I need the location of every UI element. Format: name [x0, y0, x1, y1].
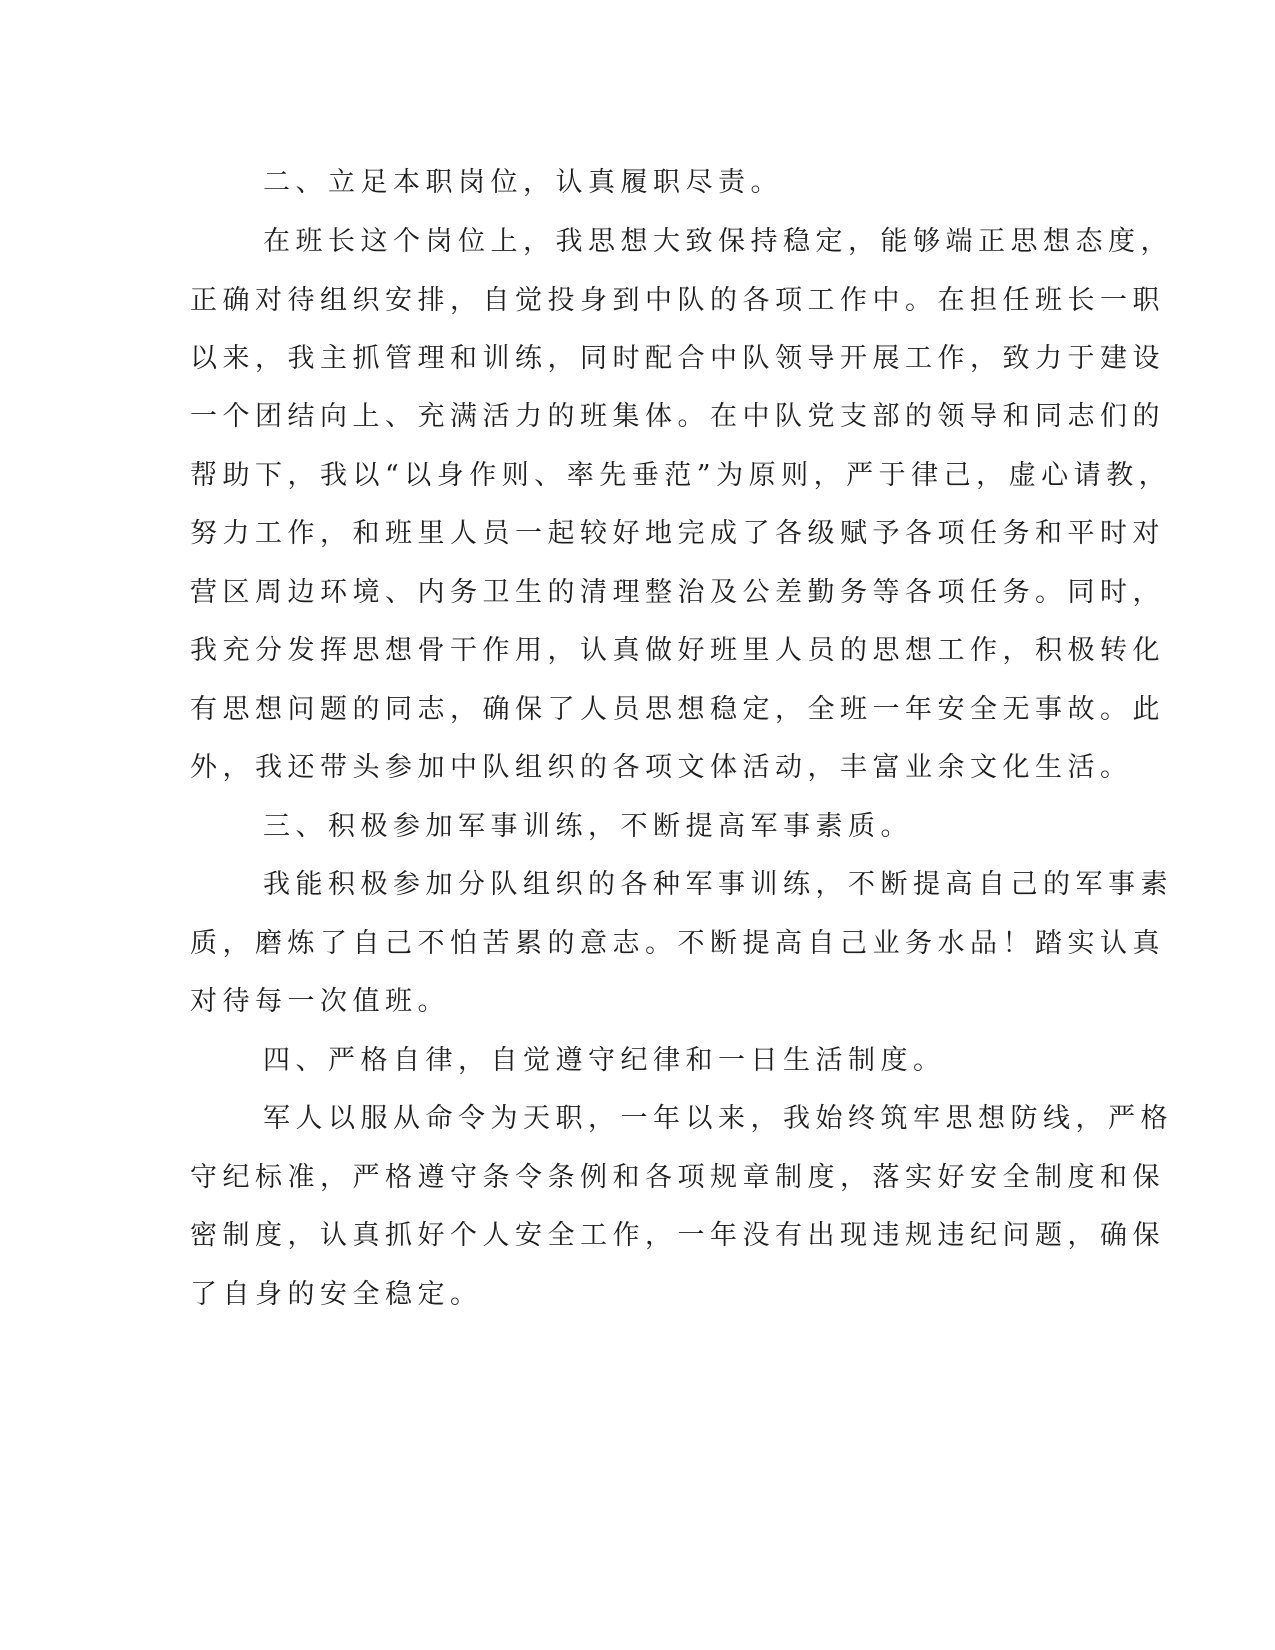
paragraph-line: 一个团结向上、充满活力的班集体。在中队党支部的领导和同志们的 [190, 401, 1165, 432]
paragraph-line: 在班长这个岗位上，我思想大致保持稳定，能够端正思想态度， [263, 226, 1173, 257]
section-heading-3: 三、积极参加军事训练，不断提高军事素质。 [263, 811, 913, 842]
paragraph-line: 守纪标准，严格遵守条令条例和各项规章制度，落实好安全制度和保 [190, 1162, 1165, 1193]
section-heading-2: 二、立足本职岗位，认真履职尽责。 [263, 167, 783, 198]
paragraph-line: 密制度，认真抓好个人安全工作，一年没有出现违规违纪问题，确保 [190, 1220, 1165, 1251]
paragraph-line: 以来，我主抓管理和训练，同时配合中队领导开展工作，致力于建设 [190, 343, 1165, 374]
paragraph-line: 帮助下，我以“以身作则、率先垂范”为原则，严于律己，虚心请教， [190, 460, 1172, 491]
paragraph-line: 质，磨炼了自己不怕苦累的意志。不断提高自己业务水品！踏实认真 [190, 928, 1165, 959]
paragraph-line: 有思想问题的同志，确保了人员思想稳定，全班一年安全无事故。此 [190, 694, 1165, 725]
paragraph-line: 我充分发挥思想骨干作用，认真做好班里人员的思想工作，积极转化 [190, 635, 1165, 666]
paragraph-line: 营区周边环境、内务卫生的清理整治及公差勤务等各项任务。同时， [190, 577, 1165, 608]
paragraph-line: 我能积极参加分队组织的各种军事训练，不断提高自己的军事素 [263, 869, 1173, 900]
paragraph-line: 努力工作，和班里人员一起较好地完成了各级赋予各项任务和平时对 [190, 518, 1165, 549]
section-heading-4: 四、严格自律，自觉遵守纪律和一日生活制度。 [263, 1045, 946, 1076]
paragraph-line: 对待每一次值班。 [190, 986, 450, 1017]
paragraph-line: 外，我还带头参加中队组织的各项文体活动，丰富业余文化生活。 [190, 752, 1133, 783]
paragraph-line: 正确对待组织安排，自觉投身到中队的各项工作中。在担任班长一职 [190, 285, 1165, 316]
paragraph-line: 了自身的安全稳定。 [190, 1279, 483, 1310]
paragraph-line: 军人以服从命令为天职，一年以来，我始终筑牢思想防线，严格 [263, 1103, 1173, 1134]
